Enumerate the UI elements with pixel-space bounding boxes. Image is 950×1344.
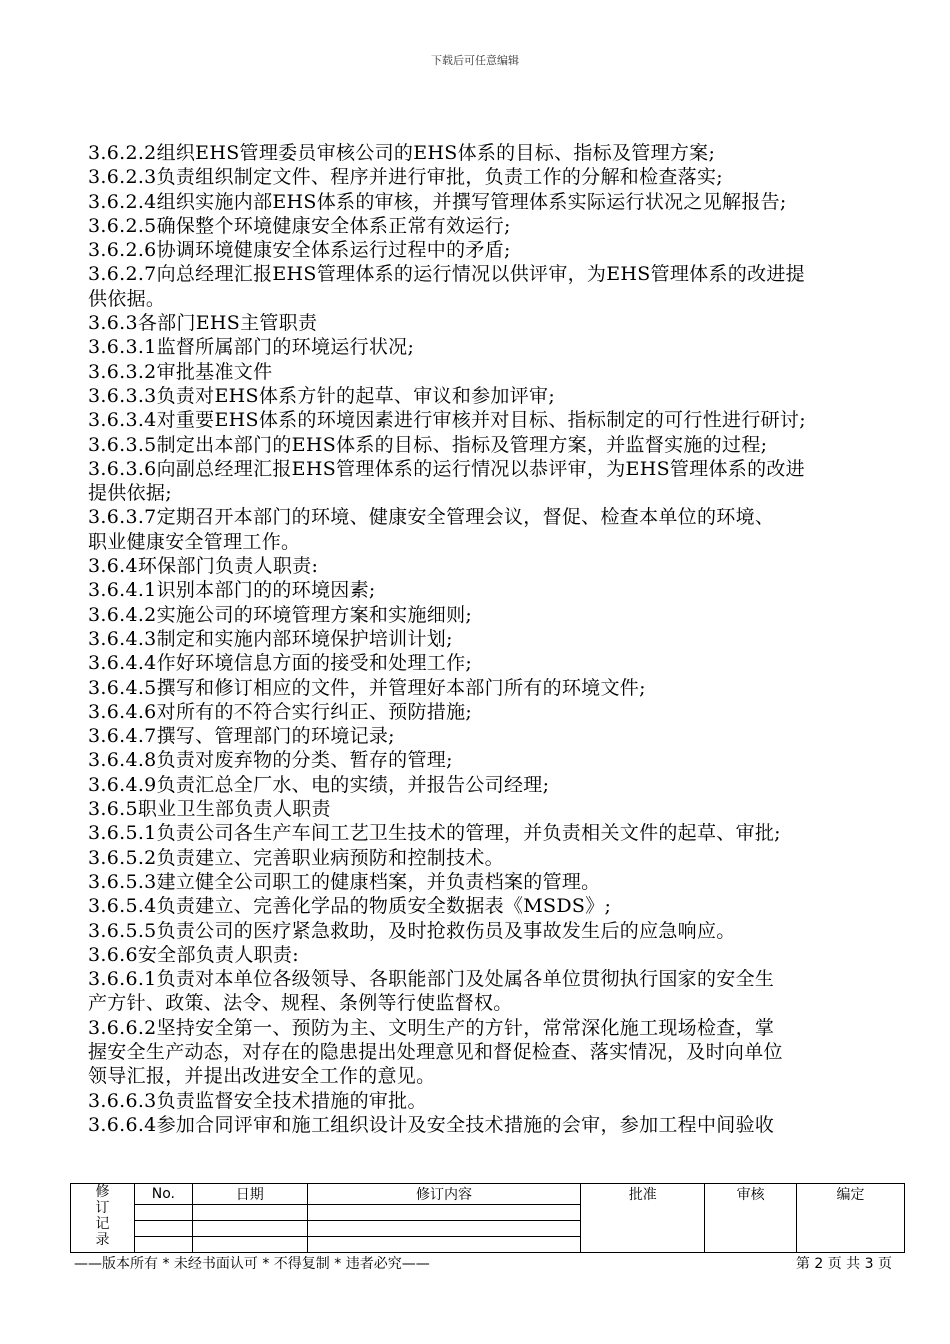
text-line: 3.6.3.3负责对EHS体系方针的起草、审议和参加评审; [88, 384, 556, 407]
text-line: 3.6.4.7撰写、管理部门的环境记录; [88, 725, 395, 748]
text-line: 职业健康安全管理工作。 [88, 530, 301, 553]
text-line: 3.6.4.3制定和实施内部环境保护培训计划; [88, 627, 453, 650]
table-cell [134, 1205, 192, 1221]
text-line: 3.6.4.4作好环境信息方面的接受和处理工作; [88, 652, 473, 675]
text-line: 3.6.5职业卫生部负责人职责 [88, 798, 331, 821]
text-line: 3.6.5.1负责公司各生产车间工艺卫生技术的管理，并负责相关文件的起草、审批; [88, 822, 781, 845]
text-line: 3.6.2.3负责组织制定文件、程序并进行审批，负责工作的分解和检查落实; [88, 166, 723, 189]
text-line: 3.6.3.6向副总经理汇报EHS管理体系的运行情况以恭评审，为EHS管理体系的改进 [88, 457, 805, 480]
text-line: 3.6.3.2审批基准文件 [88, 360, 273, 383]
text-line: 3.6.4.5撰写和修订相应的文件，并管理好本部门所有的环境文件; [88, 676, 646, 699]
col-approve: 批准 [581, 1184, 705, 1253]
col-header-date: 日期 [192, 1184, 307, 1205]
table-cell [192, 1221, 307, 1237]
col-review: 审核 [705, 1184, 797, 1253]
text-line: 3.6.4.6对所有的不符合实行纠正、预防措施; [88, 700, 473, 723]
text-line: 提供依据; [88, 482, 172, 505]
revision-record-label: 修 订 记 录 [71, 1184, 135, 1253]
col-compile: 编定 [797, 1184, 905, 1253]
text-line: 3.6.3.7定期召开本部门的环境、健康安全管理会议，督促、检查本单位的环境、 [88, 506, 775, 529]
copyright-notice: ——版本所有 * 未经书面认可 * 不得复制 * 违者必究—— [74, 1256, 430, 1272]
text-line: 3.6.5.3建立健全公司职工的健康档案，并负责档案的管理。 [88, 870, 601, 893]
text-line: 3.6.6安全部负责人职责: [88, 943, 299, 966]
table-cell [307, 1237, 581, 1253]
text-line: 领导汇报，并提出改进安全工作的意见。 [88, 1065, 436, 1088]
text-line: 3.6.2.4组织实施内部EHS体系的审核，并撰写管理体系实际运行状况之见解报告; [88, 190, 787, 213]
page-indicator: 第 2 页 共 3 页 [795, 1256, 892, 1272]
table-cell [192, 1237, 307, 1253]
table-cell [134, 1221, 192, 1237]
text-line: 产方针、政策、法令、规程、条例等行使监督权。 [88, 992, 513, 1015]
table-cell [307, 1221, 581, 1237]
text-line: 3.6.2.5确保整个环境健康安全体系正常有效运行; [88, 214, 511, 237]
text-line: 3.6.6.3负责监督安全技术措施的审批。 [88, 1089, 427, 1112]
text-line: 3.6.5.4负责建立、完善化学品的物质安全数据表《MSDS》; [88, 895, 612, 918]
table-cell [134, 1237, 192, 1253]
text-line: 握安全生产动态，对存在的隐患提出处理意见和督促检查、落实情况，及时向单位 [88, 1040, 783, 1063]
text-line: 供依据。 [88, 287, 166, 310]
text-line: 3.6.3.1监督所属部门的环境运行状况; [88, 336, 415, 359]
header-note: 下载后可任意编辑 [431, 54, 519, 67]
text-line: 3.6.4.9负责汇总全厂水、电的实绩，并报告公司经理; [88, 773, 550, 796]
text-line: 3.6.3各部门EHS主管职责 [88, 312, 318, 335]
text-line: 3.6.3.4对重要EHS体系的环境因素进行审核并对目标、指标制定的可行性进行研讨; [88, 409, 806, 432]
text-line: 3.6.4环保部门负责人职责: [88, 555, 319, 578]
text-line: 3.6.6.4参加合同评审和施工组织设计及安全技术措施的会审，参加工程中间验收 [88, 1113, 775, 1136]
text-line: 3.6.6.2坚持安全第一、预防为主、文明生产的方针，常常深化施工现场检查，掌 [88, 1016, 775, 1039]
text-line: 3.6.2.6协调环境健康安全体系运行过程中的矛盾; [88, 239, 511, 262]
text-line: 3.6.4.8负责对废弃物的分类、暂存的管理; [88, 749, 453, 772]
table-cell [307, 1205, 581, 1221]
text-line: 3.6.4.2实施公司的环境管理方案和实施细则; [88, 603, 473, 626]
text-line: 3.6.5.5负责公司的医疗紧急救助，及时抢救伤员及事故发生后的应急响应。 [88, 919, 736, 942]
text-line: 3.6.4.1识别本部门的的环境因素; [88, 579, 376, 602]
text-line: 3.6.5.2负责建立、完善职业病预防和控制技术。 [88, 846, 504, 869]
document-body [88, 141, 908, 1137]
table-cell [192, 1205, 307, 1221]
col-header-content: 修订内容 [307, 1184, 581, 1205]
text-line: 3.6.2.2组织EHS管理委员审核公司的EHS体系的目标、指标及管理方案; [88, 142, 716, 164]
text-line: 3.6.6.1负责对本单位各级领导、各职能部门及处属各单位贯彻执行国家的安全生 [88, 968, 775, 991]
col-header-no: No. [134, 1184, 192, 1205]
text-line: 3.6.2.7向总经理汇报EHS管理体系的运行情况以供评审，为EHS管理体系的改进提 [88, 263, 805, 286]
text-line: 3.6.3.5制定出本部门的EHS体系的目标、指标及管理方案，并监督实施的过程; [88, 433, 768, 456]
revision-record-table [70, 1183, 905, 1253]
